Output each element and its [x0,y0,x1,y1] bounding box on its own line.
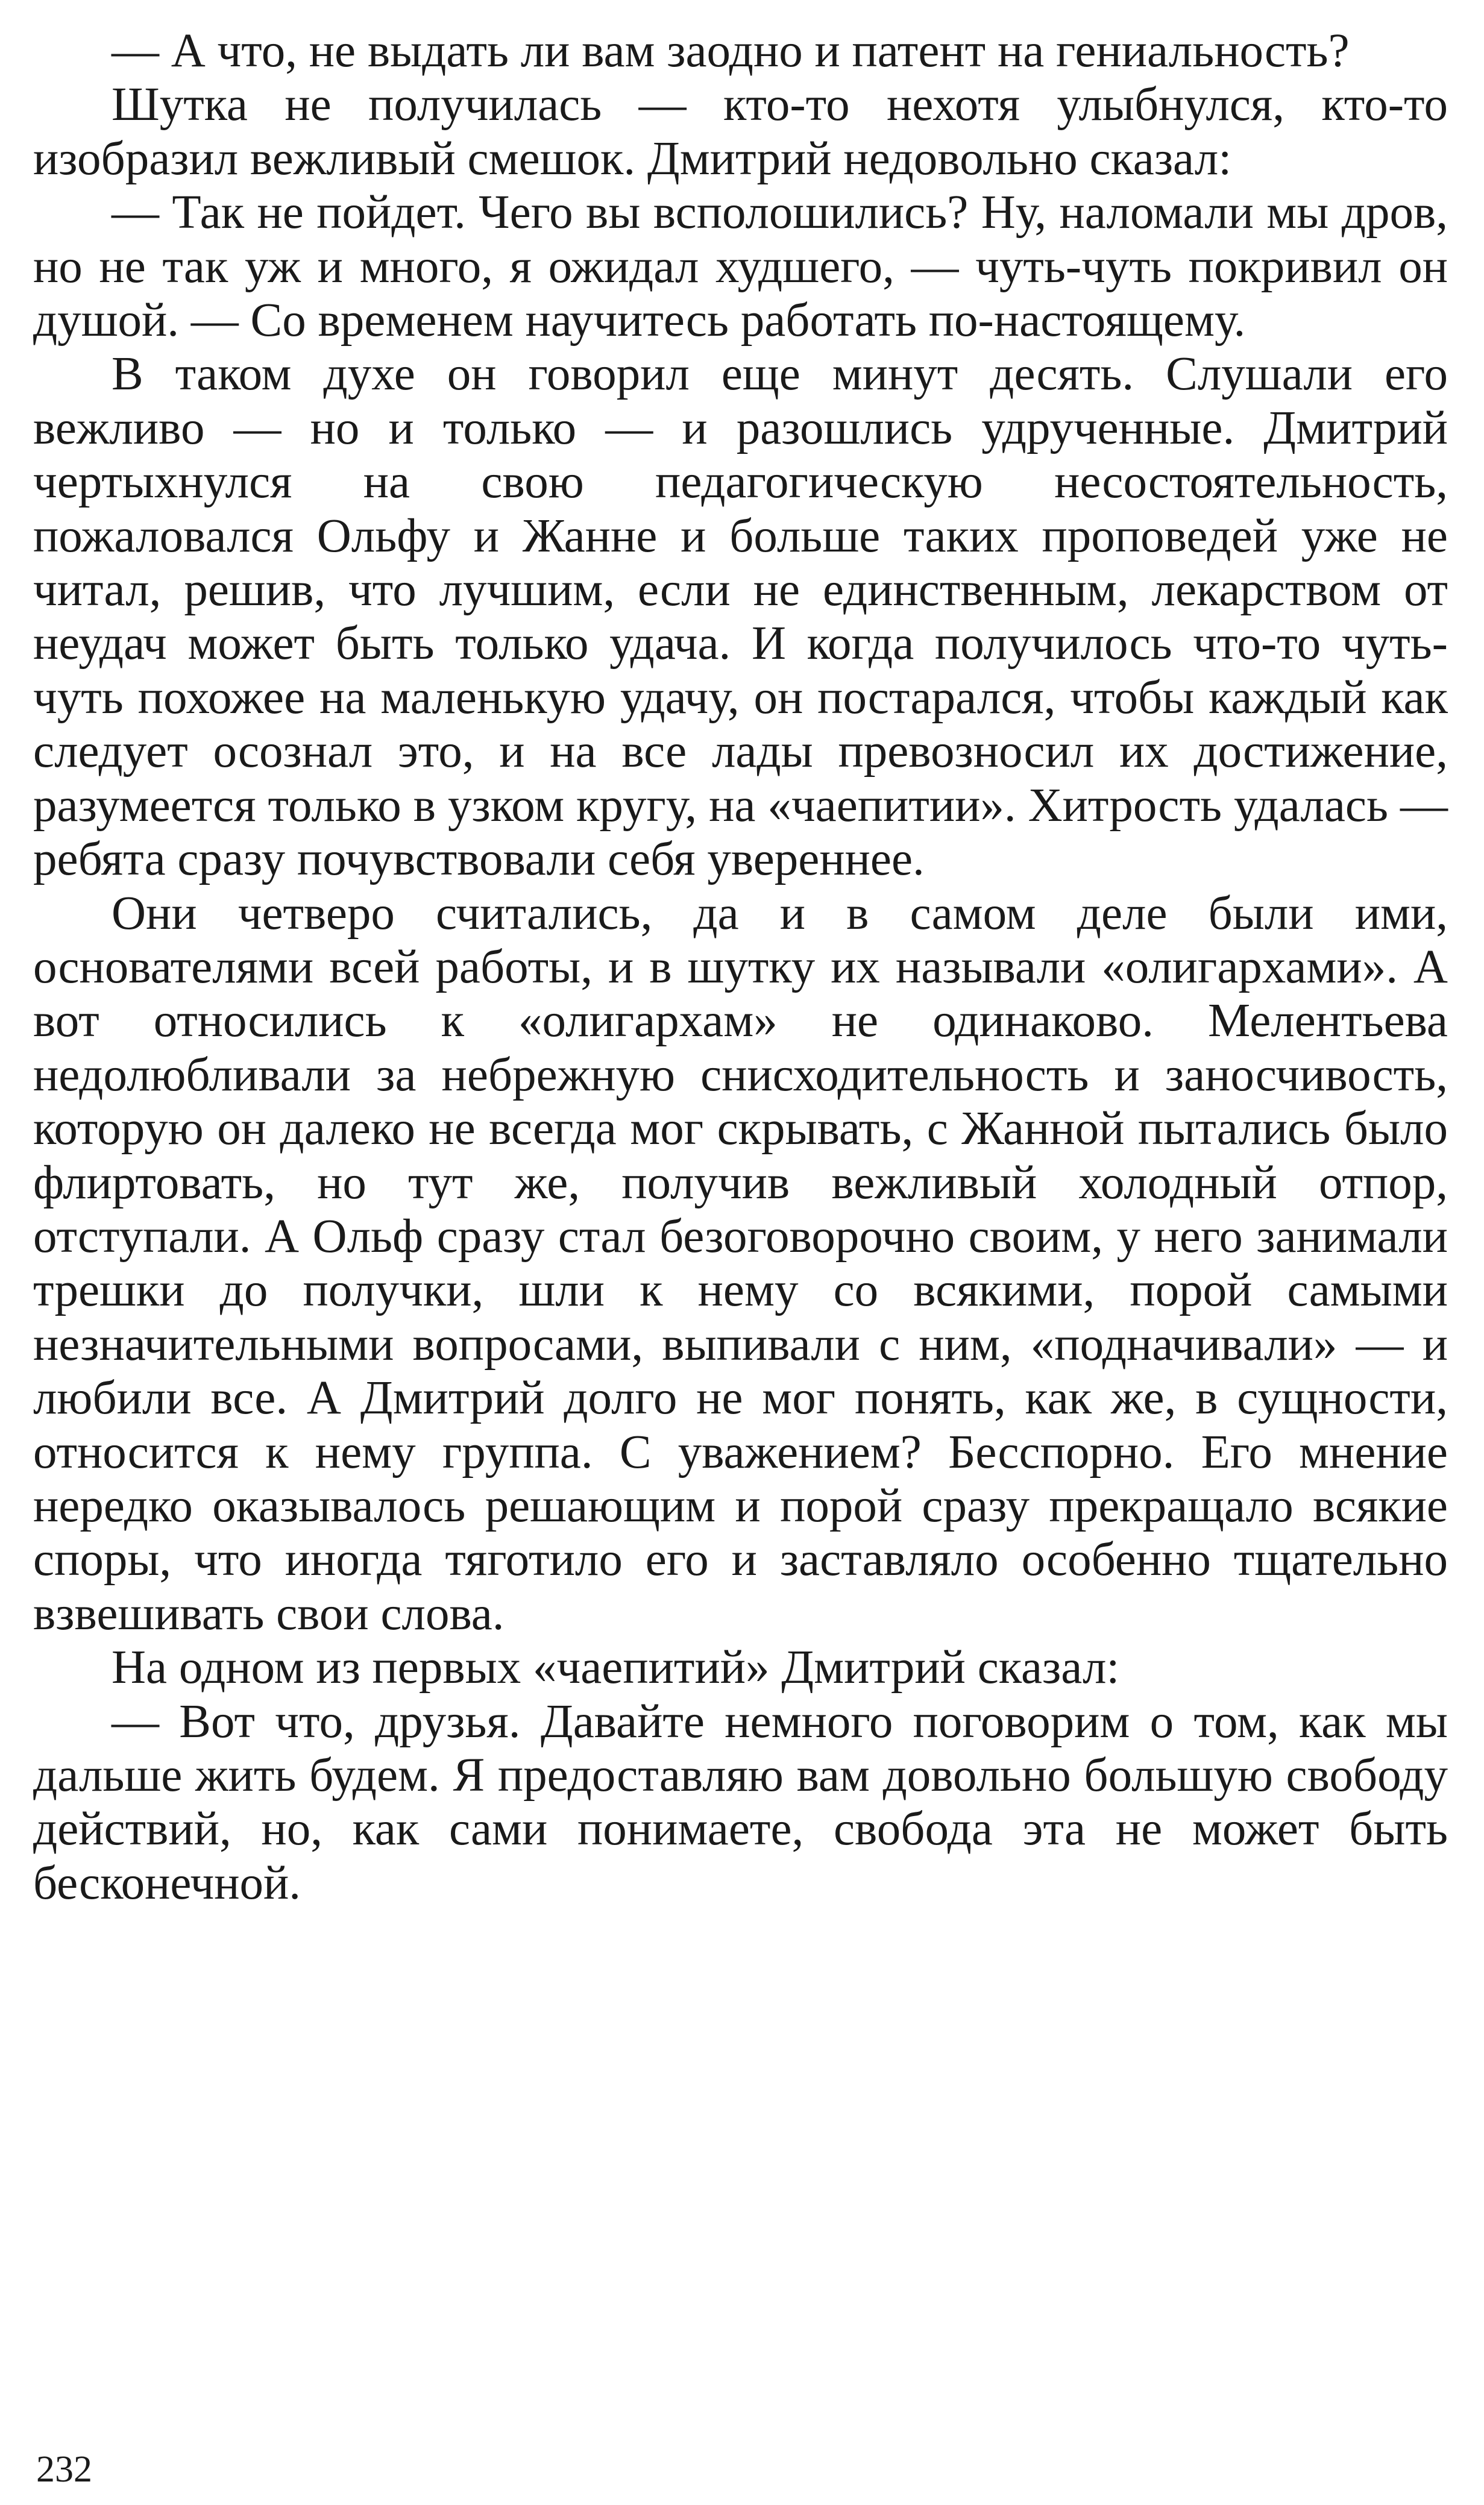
page-number: 232 [36,2449,92,2490]
paragraph-dmitry-reply: — Так не пойдет. Чего вы всполошились? Ну, наломали мы дров, но не так уж и много, я ожидал худшего, — чуть-чуть покривил он душой. — Со временем научитесь работать по-настоящему. [33,186,1448,347]
paragraph-oligarchs: Они четверо считались, да и в самом деле были ими, основателями всей работы, и в шутку их называли «олигархами». А вот относились к «олигархам» не одинаково. Мелентьева недолюбливали за небрежную снисходительность и заносчивость, которую он далеко не всегда мог скрывать, с Жанной пытались было флиртовать, но тут же, получив вежливый холодный отпор, отступали. А Ольф сразу стал безоговорочно своим, у него занимали трешки до получки, шли к нему со всякими, порой самыми незначительными вопросами, выпивали с ним, «подначивали» — и любили все. А Дмитрий долго не мог понять, как же, в сущности, относится к нему группа. С уважением? Бесспорно. Его мнение нередко оказывалось решающим и порой сразу прекращало всякие споры, что иногда тяготило его и заставляло особенно тщательно взвешивать свои слова. [33,887,1448,1640]
text-body [33,24,1448,1910]
paragraph-freedom-speech: — Вот что, друзья. Давайте немного поговорим о том, как мы дальше жить будем. Я предоставляю вам довольно большую свободу действий, но, как сами понимаете, свобода эта не может быть бесконечной. [33,1695,1448,1909]
paragraph-patent-remark: — А что, не выдать ли вам заодно и патент на гениальность? [112,25,1350,77]
paragraph-failed-joke: Шутка не получилась — кто-то нехотя улыбнулся, кто-то изобразил вежливый смешок. Дмитрий недовольно сказал: [33,78,1448,185]
paragraph-first-tea-party: На одном из первых «чаепитий» Дмитрий сказал: [112,1641,1120,1694]
paragraph-ten-minutes: В таком духе он говорил еще минут десять. Слушали его вежливо — но и только — и разошлись удрученные. Дмитрий чертыхнулся на свою педагогическую несостоятельность, пожаловался Ольфу и Жанне и больше таких проповедей уже не читал, решив, что лучшим, если не единственным, лекарством от неудач может быть только удача. И когда получилось что-то чуть-чуть похожее на маленькую удачу, он постарался, чтобы каждый как следует осознал это, и на все лады превозносил их достижение, разумеется только в узком кругу, на «чаепитии». Хитрость удалась — ребята сразу почувствовали себя увереннее. [33,348,1448,886]
